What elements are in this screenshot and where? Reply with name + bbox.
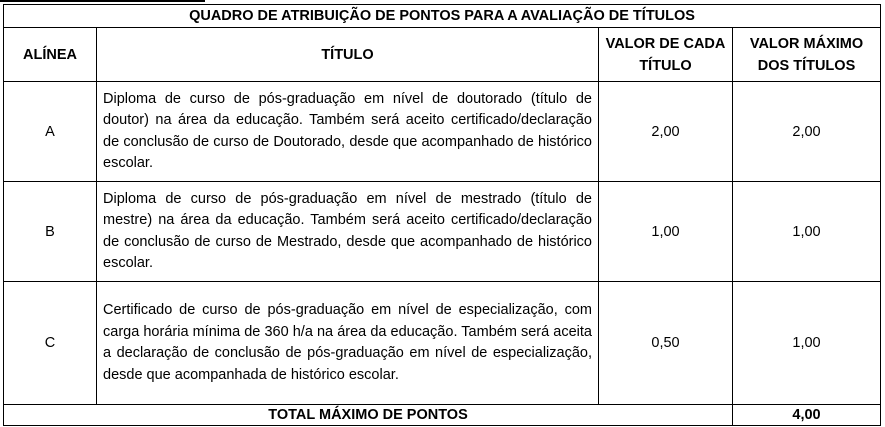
table-title-row — [4, 5, 881, 28]
valor-cada-cell: 0,50 — [599, 282, 733, 405]
total-value: 4,00 — [733, 405, 881, 426]
header-row — [4, 28, 881, 82]
total-label: TOTAL MÁXIMO DE PONTOS — [4, 405, 733, 426]
valor-maximo-cell: 1,00 — [733, 182, 881, 282]
titulo-cell: Diploma de curso de pós-graduação em nível de doutorado (título de doutor) na área da educação. Também será aceito certificado/declaração de conclusão de curso de Doutorado, desde que acompanhado de histórico escolar. — [97, 82, 599, 182]
valor-cada-cell: 1,00 — [599, 182, 733, 282]
total-row — [4, 405, 881, 426]
header-alinea: ALÍNEA — [4, 28, 97, 82]
valor-maximo-cell: 1,00 — [733, 282, 881, 405]
points-table — [3, 4, 881, 426]
valor-maximo-cell: 2,00 — [733, 82, 881, 182]
alinea-cell: A — [4, 82, 97, 182]
titulo-cell: Certificado de curso de pós-graduação em nível de especialização, com carga horária mínima de 360 h/a na área da educação. Também será aceita a declaração de conclusão de pós-graduação em nível de especialização, desde que acompanhada de histórico escolar. — [97, 282, 599, 405]
header-valor-maximo: VALOR MÁXIMO DOS TÍTULOS — [733, 28, 881, 82]
header-titulo: TÍTULO — [97, 28, 599, 82]
table-row — [4, 182, 881, 282]
valor-cada-cell: 2,00 — [599, 82, 733, 182]
alinea-cell: B — [4, 182, 97, 282]
table-row — [4, 82, 881, 182]
alinea-cell: C — [4, 282, 97, 405]
titulo-cell: Diploma de curso de pós-graduação em nível de mestrado (título de mestre) na área da educação. Também será aceito certificado/declaração de conclusão de curso de Mestrado, desde que acompanhado de histórico escolar. — [97, 182, 599, 282]
header-valor-cada: VALOR DE CADA TÍTULO — [599, 28, 733, 82]
table-title: QUADRO DE ATRIBUIÇÃO DE PONTOS PARA A AVALIAÇÃO DE TÍTULOS — [4, 5, 881, 28]
table-row — [4, 282, 881, 405]
